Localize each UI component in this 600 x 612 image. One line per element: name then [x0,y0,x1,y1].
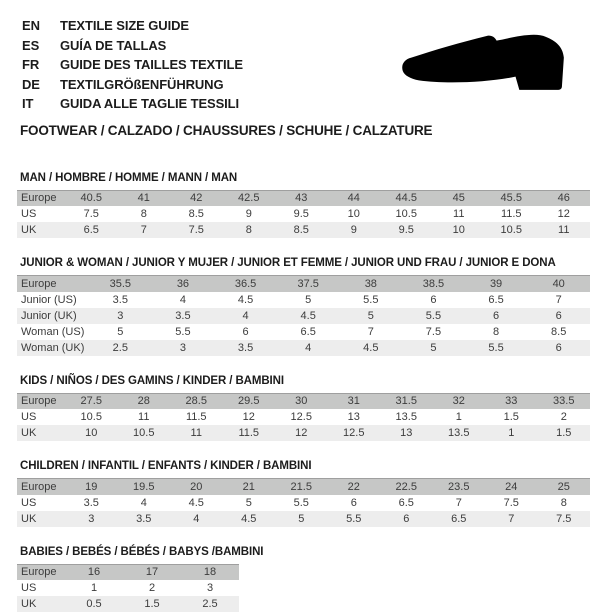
size-cell: 45 [433,190,486,206]
size-table-man [17,190,590,239]
size-cell: 12.5 [275,409,328,425]
language-title: TEXTILE SIZE GUIDE [60,18,189,33]
size-cell: 33 [485,393,538,409]
size-cell: 41 [118,190,171,206]
table-row [17,308,590,324]
size-cell: 12 [223,409,276,425]
size-cell: 2 [123,580,181,596]
table-row [17,580,239,596]
size-cell: 10.5 [65,409,118,425]
size-cell: 4 [170,511,223,527]
size-cell: 18 [181,564,239,580]
size-table-junior-woman [17,275,590,356]
size-cell: 12 [275,425,328,441]
size-cell: 5.5 [328,511,381,527]
size-cell: 22.5 [380,479,433,495]
row-label: Junior (UK) [17,308,89,324]
row-label: Europe [17,276,89,292]
size-cell: 7 [527,292,590,308]
size-cell: 7 [433,495,486,511]
row-label: UK [17,596,65,612]
language-code: EN [22,18,60,33]
size-cell: 8 [223,222,276,238]
table-row [17,409,590,425]
size-cell: 10 [65,425,118,441]
row-label: UK [17,425,65,441]
size-cell: 38 [340,276,403,292]
size-cell: 9 [328,222,381,238]
size-cell: 5.5 [340,292,403,308]
size-cell: 7.5 [170,222,223,238]
size-cell: 3 [89,308,152,324]
size-cell: 6.5 [277,324,340,340]
size-cell: 6 [527,340,590,356]
size-cell: 4.5 [170,495,223,511]
size-cell: 6 [465,308,528,324]
size-cell: 6 [380,511,433,527]
size-cell: 6.5 [380,495,433,511]
dress-shoe-icon [393,16,585,106]
size-cell: 7 [118,222,171,238]
table-row [17,425,590,441]
size-cell: 16 [65,564,123,580]
size-cell: 40.5 [65,190,118,206]
size-cell: 4 [214,308,277,324]
size-cell: 8.5 [170,206,223,222]
size-cell: 13.5 [380,409,433,425]
size-cell: 7 [340,324,403,340]
size-cell: 4.5 [223,511,276,527]
size-cell: 31 [328,393,381,409]
size-cell: 7.5 [402,324,465,340]
size-cell: 17 [123,564,181,580]
row-label: Woman (UK) [17,340,89,356]
size-cell: 6 [214,324,277,340]
size-cell: 3.5 [89,292,152,308]
size-cell: 11.5 [485,206,538,222]
size-cell: 21.5 [275,479,328,495]
section-title-junior-woman: JUNIOR & WOMAN / JUNIOR Y MUJER / JUNIOR ET FEMME / JUNIOR UND FRAU / JUNIOR E DONA [20,257,590,269]
size-cell: 29.5 [223,393,276,409]
size-cell: 1 [433,409,486,425]
language-code: FR [22,57,60,72]
section-title-kids: KIDS / NIÑOS / DES GAMINS / KINDER / BAMBINI [20,375,590,387]
size-cell: 38.5 [402,276,465,292]
section-title-man: MAN / HOMBRE / HOMME / MANN / MAN [20,172,590,184]
size-cell: 5 [275,511,328,527]
row-label: US [17,409,65,425]
size-cell: 4 [118,495,171,511]
size-cell: 19.5 [118,479,171,495]
size-cell: 5 [277,292,340,308]
size-cell: 9.5 [380,222,433,238]
row-label: US [17,495,65,511]
size-cell: 11.5 [170,409,223,425]
size-cell: 6 [328,495,381,511]
size-cell: 21 [223,479,276,495]
size-cell: 27.5 [65,393,118,409]
size-cell: 0.5 [65,596,123,612]
size-cell: 7.5 [65,206,118,222]
language-title: GUIDE DES TAILLES TEXTILE [60,57,243,72]
size-cell: 8 [118,206,171,222]
size-cell: 6.5 [465,292,528,308]
size-cell: 13 [328,409,381,425]
row-label: Europe [17,479,65,495]
table-row [17,564,239,580]
size-cell: 3 [152,340,215,356]
size-cell: 3.5 [152,308,215,324]
language-code: DE [22,77,60,92]
row-label: US [17,206,65,222]
size-cell: 45.5 [485,190,538,206]
size-cell: 10.5 [380,206,433,222]
size-cell: 4 [277,340,340,356]
size-cell: 11 [538,222,591,238]
size-cell: 1.5 [485,409,538,425]
size-table-babies [17,564,239,612]
size-cell: 2.5 [89,340,152,356]
size-cell: 3.5 [118,511,171,527]
table-row [17,495,590,511]
size-cell: 6 [402,292,465,308]
row-label: Woman (US) [17,324,89,340]
size-cell: 23.5 [433,479,486,495]
size-cell: 33.5 [538,393,591,409]
table-row [17,222,590,238]
section-children [17,460,590,527]
section-babies [17,546,590,612]
size-cell: 6 [527,308,590,324]
row-label: US [17,580,65,596]
size-cell: 5 [402,340,465,356]
size-cell: 36 [152,276,215,292]
size-cell: 10 [433,222,486,238]
section-kids [17,375,590,442]
size-cell: 44.5 [380,190,433,206]
size-cell: 19 [65,479,118,495]
language-title: TEXTILGRÖßENFÜHRUNG [60,77,223,92]
row-label: Europe [17,564,65,580]
language-code: IT [22,96,60,111]
row-label: UK [17,222,65,238]
table-row [17,206,590,222]
size-cell: 20 [170,479,223,495]
size-cell: 12 [538,206,591,222]
table-row [17,479,590,495]
size-cell: 10 [328,206,381,222]
size-cell: 42 [170,190,223,206]
size-cell: 7.5 [538,511,591,527]
size-cell: 9.5 [275,206,328,222]
row-label: Junior (US) [17,292,89,308]
size-cell: 5.5 [402,308,465,324]
size-cell: 5 [340,308,403,324]
size-cell: 8 [465,324,528,340]
language-title: GUÍA DE TALLAS [60,38,166,53]
size-cell: 43 [275,190,328,206]
size-cell: 31.5 [380,393,433,409]
size-cell: 35.5 [89,276,152,292]
section-title-children: CHILDREN / INFANTIL / ENFANTS / KINDER / BAMBINI [20,460,590,472]
size-cell: 22 [328,479,381,495]
language-title: GUIDA ALLE TAGLIE TESSILI [60,96,239,111]
size-cell: 10.5 [485,222,538,238]
size-cell: 37.5 [277,276,340,292]
size-cell: 28.5 [170,393,223,409]
size-cell: 12.5 [328,425,381,441]
size-cell: 5.5 [275,495,328,511]
size-cell: 8.5 [275,222,328,238]
language-code: ES [22,38,60,53]
size-cell: 13 [380,425,433,441]
table-row [17,190,590,206]
size-cell: 9 [223,206,276,222]
section-title-babies: BABIES / BEBÉS / BÉBÉS / BABYS /BAMBINI [20,546,590,558]
size-cell: 10.5 [118,425,171,441]
table-row [17,393,590,409]
size-cell: 32 [433,393,486,409]
size-cell: 39 [465,276,528,292]
size-cell: 6.5 [433,511,486,527]
size-table-children [17,478,590,527]
table-row [17,276,590,292]
table-row [17,340,590,356]
size-cell: 5.5 [152,324,215,340]
size-cell: 40 [527,276,590,292]
size-cell: 6.5 [65,222,118,238]
size-cell: 8 [538,495,591,511]
size-cell: 3.5 [214,340,277,356]
row-label: UK [17,511,65,527]
size-cell: 24 [485,479,538,495]
size-cell: 8.5 [527,324,590,340]
table-row [17,324,590,340]
size-cell: 46 [538,190,591,206]
size-cell: 5 [223,495,276,511]
size-cell: 4.5 [214,292,277,308]
size-cell: 3 [65,511,118,527]
size-cell: 30 [275,393,328,409]
size-cell: 28 [118,393,171,409]
row-label: Europe [17,393,65,409]
size-cell: 4.5 [277,308,340,324]
size-cell: 13.5 [433,425,486,441]
size-cell: 44 [328,190,381,206]
size-cell: 3 [181,580,239,596]
size-cell: 1 [65,580,123,596]
size-cell: 4 [152,292,215,308]
category-title: FOOTWEAR / CALZADO / CHAUSSURES / SCHUHE / CALZATURE [20,123,590,138]
size-cell: 11 [433,206,486,222]
size-cell: 7 [485,511,538,527]
size-table-kids [17,393,590,442]
size-cell: 11 [170,425,223,441]
size-cell: 2 [538,409,591,425]
size-cell: 5 [89,324,152,340]
size-cell: 42.5 [223,190,276,206]
size-cell: 1 [485,425,538,441]
table-row [17,292,590,308]
size-cell: 2.5 [181,596,239,612]
size-cell: 4.5 [340,340,403,356]
size-cell: 1.5 [538,425,591,441]
table-row [17,511,590,527]
size-cell: 5.5 [465,340,528,356]
size-cell: 25 [538,479,591,495]
size-cell: 1.5 [123,596,181,612]
section-man [17,172,590,239]
size-cell: 11.5 [223,425,276,441]
size-cell: 36.5 [214,276,277,292]
size-cell: 11 [118,409,171,425]
size-cell: 3.5 [65,495,118,511]
section-junior-woman [17,257,590,356]
size-cell: 7.5 [485,495,538,511]
table-row [17,596,239,612]
row-label: Europe [17,190,65,206]
